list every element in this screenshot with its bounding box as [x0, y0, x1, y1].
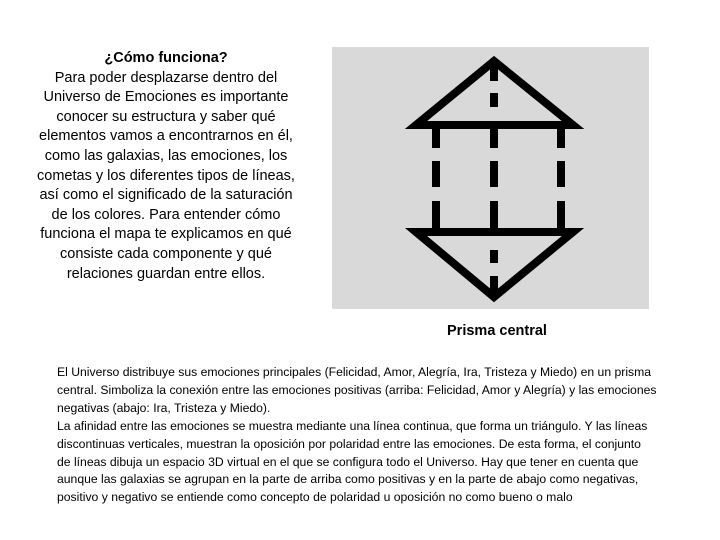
central-prism-diagram	[332, 47, 649, 309]
explanation-paragraph-1: El Universo distribuye sus emociones principales (Felicidad, Amor, Alegría, Ira, Tristeza y Miedo) en un prisma central. Simboliza la conexión entre las emociones positivas (arriba: Felicidad, Amor y Alegría) y las emociones negativas (abajo: Ira, Tristeza y Miedo).	[57, 365, 657, 415]
explanation-paragraph-2: La afinidad entre las emociones se muestra mediante una línea continua, que forma un triángulo. Y las líneas discontinuas verticales, muestran la oposición por polaridad entre las emociones. De esta forma, el conjunto de líneas dibuja un espacio 3D virtual en el que se configura todo el Universo. Hay que tener en cuenta que aunque las galaxias se agrupan en la parte de arriba como positivas y en la parte de abajo como negativas, positivo y negativo se entiende como concepto de polaridad u oposición no como bueno o malo	[57, 418, 648, 505]
intro-section	[34, 49, 298, 284]
intro-body: Para poder desplazarse dentro del Universo de Emociones es importante conocer su estructura y saber qué elementos vamos a encontrarnos en él, como las galaxias, las emociones, los cometas y los diferentes tipos de líneas, así como el significado de la saturación de los colores. Para entender cómo funciona el mapa te explicamos en qué consiste cada componente y qué relaciones guardan entre ellos.	[37, 69, 295, 282]
explanation-section	[57, 364, 657, 507]
figure-caption: Prisma central	[447, 323, 547, 339]
central-prism-figure	[332, 47, 649, 309]
intro-title: ¿Cómo funciona?	[104, 50, 228, 66]
